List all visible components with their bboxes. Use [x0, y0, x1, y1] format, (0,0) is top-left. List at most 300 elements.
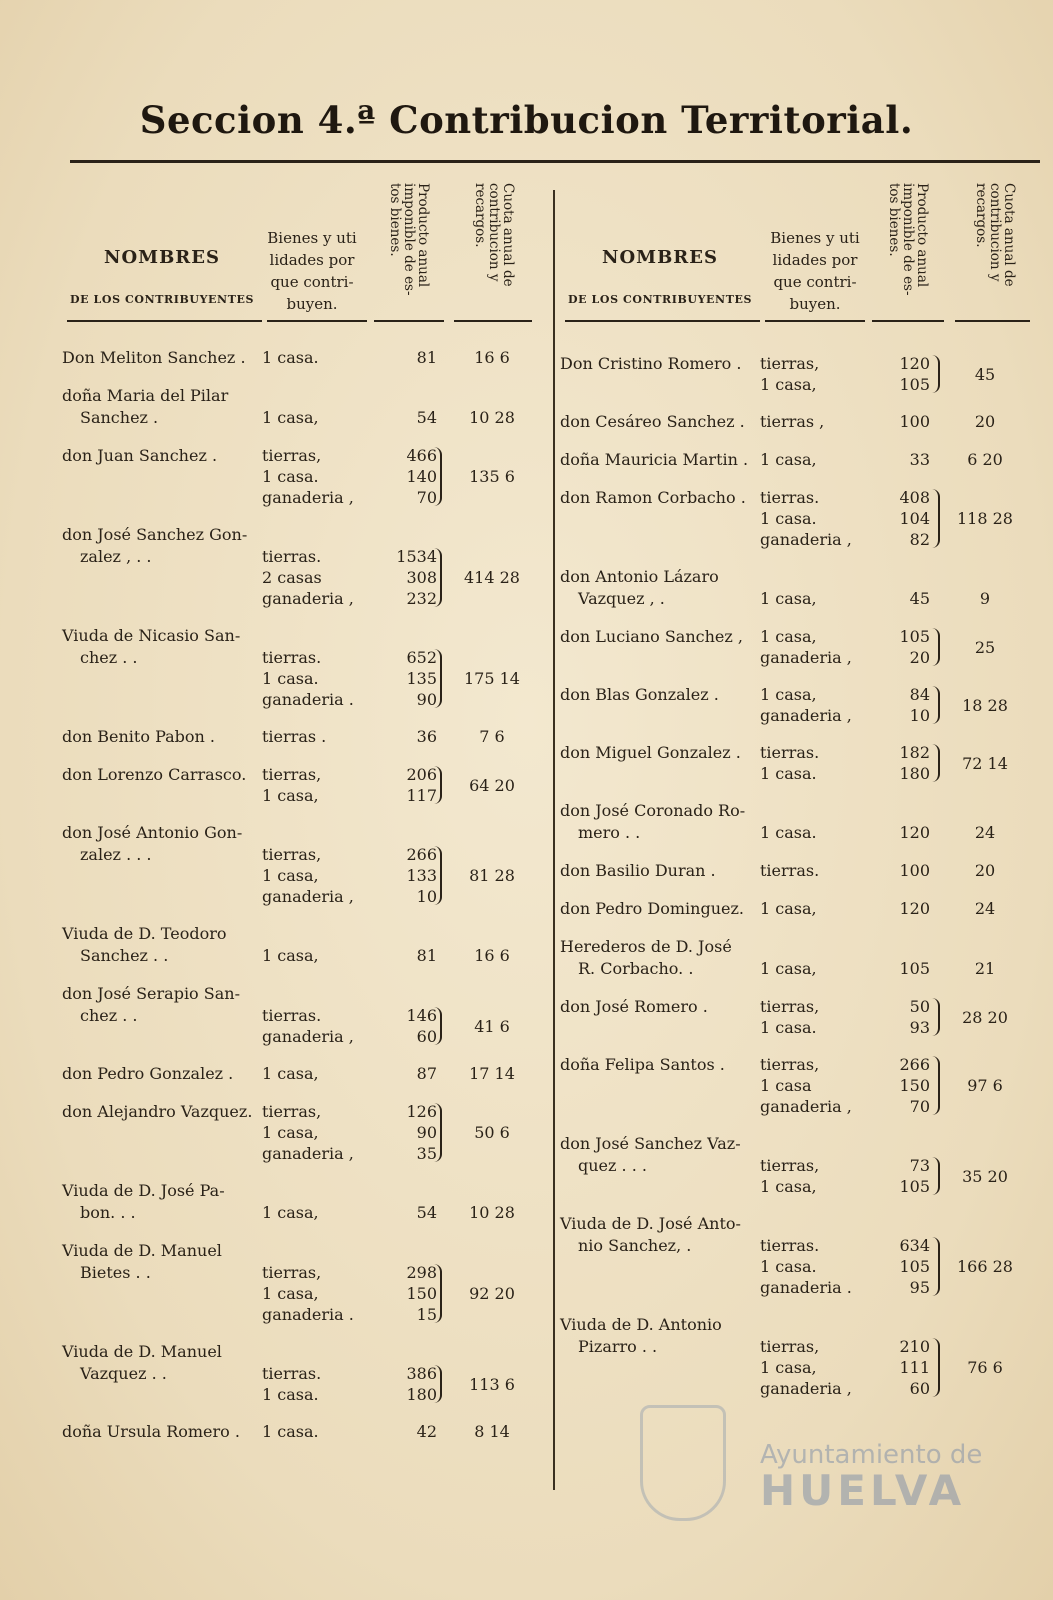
contributor-name — [560, 996, 760, 1018]
product-values — [377, 1363, 437, 1405]
property-item: ganaderia . — [262, 690, 354, 709]
property-list — [760, 684, 870, 726]
contributor-name — [560, 742, 760, 764]
table-row — [560, 353, 1040, 395]
contributor-name-line: doña Felipa Santos . — [560, 1055, 725, 1074]
property-list — [760, 449, 870, 470]
property-item: 1 casa, — [262, 946, 319, 965]
group-brace — [932, 628, 940, 666]
property-item: 1 casa. — [262, 1422, 319, 1441]
property-item: 1 casa, — [262, 1123, 319, 1142]
product-value: 81 — [416, 348, 437, 367]
header-underline — [67, 320, 262, 322]
contributor-name — [62, 1101, 262, 1123]
group-brace — [932, 1237, 940, 1296]
annual-quota: 6 20 — [967, 450, 1003, 469]
contributor-name-line: Bietes . . — [80, 1263, 151, 1282]
annual-quota: 16 6 — [474, 946, 510, 965]
product-value: 634 — [899, 1236, 930, 1255]
header-bienes: Bienes y uti lidades por que contri- buyen. — [267, 229, 357, 313]
property-list — [262, 726, 372, 747]
title-rule — [70, 160, 1040, 163]
contributor-name — [560, 353, 760, 375]
product-value: 117 — [406, 786, 437, 805]
contributor-name-line: don Pedro Dominguez. — [560, 899, 744, 918]
property-item: tierras, — [262, 1102, 322, 1121]
table-row — [560, 898, 1040, 920]
product-value: 105 — [899, 959, 930, 978]
property-list — [760, 742, 870, 784]
product-values — [870, 822, 930, 843]
property-item: ganaderia . — [262, 1305, 354, 1324]
watermark-line2: HUELVA — [760, 1466, 966, 1515]
contributor-name-line: Viuda de D. Antonio — [560, 1315, 722, 1334]
contributor-name-line: don Miguel Gonzalez . — [560, 743, 741, 762]
annual-quota: 175 14 — [464, 669, 520, 688]
product-values — [377, 1262, 437, 1325]
group-brace — [434, 1264, 442, 1323]
product-value: 150 — [899, 1076, 930, 1095]
contributor-name-line: mero . . — [578, 823, 641, 842]
product-values — [377, 1101, 437, 1164]
annual-quota: 41 6 — [474, 1016, 510, 1036]
contributor-name — [62, 726, 262, 748]
product-value: 54 — [416, 408, 437, 427]
annual-quota: 50 6 — [474, 1123, 510, 1142]
property-item: ganaderia , — [760, 1379, 852, 1398]
product-value: 120 — [899, 823, 930, 842]
annual-quota: 35 20 — [962, 1166, 1008, 1186]
annual-quota: 118 28 — [957, 509, 1013, 528]
table-row — [560, 860, 1040, 882]
group-brace — [932, 744, 940, 782]
table-header — [560, 175, 1040, 335]
header-underline — [374, 320, 444, 322]
product-value: 210 — [899, 1337, 930, 1356]
group-brace — [434, 1103, 442, 1162]
property-item: tierras, — [760, 354, 820, 373]
property-list — [262, 546, 372, 609]
contributor-name — [62, 983, 262, 1027]
property-list — [760, 958, 870, 979]
property-item: 1 casa, — [760, 450, 817, 469]
product-value: 87 — [416, 1064, 437, 1083]
contributor-name — [560, 566, 760, 610]
annual-quota: 20 — [974, 412, 996, 431]
header-producto: Producto anual imponible de es- tos bienes. — [387, 183, 431, 296]
table-row — [560, 936, 1040, 980]
contributor-name-line: chez . . — [80, 1006, 138, 1025]
table-row — [62, 726, 540, 748]
product-value: 180 — [899, 764, 930, 783]
property-item: 1 casa, — [760, 1358, 817, 1377]
product-value: 266 — [899, 1055, 930, 1074]
contributor-name-line: doña Maria del Pilar — [62, 386, 229, 405]
contributor-name-line: doña Ursula Romero . — [62, 1422, 240, 1441]
annual-quota: 81 28 — [469, 866, 515, 885]
table-row — [560, 1054, 1040, 1117]
product-values — [870, 449, 930, 470]
table-row — [560, 487, 1040, 550]
contributor-name-line: Herederos de D. José — [560, 937, 732, 956]
product-value: 120 — [899, 899, 930, 918]
product-values — [870, 684, 930, 726]
contributor-name-line: Viuda de D. Teodoro — [62, 924, 227, 943]
property-list — [262, 1421, 372, 1442]
property-list — [262, 764, 372, 806]
group-brace — [434, 447, 442, 506]
product-values — [870, 742, 930, 784]
contributor-name-line: don Benito Pabon . — [62, 727, 215, 746]
annual-quota: 21 — [974, 959, 996, 978]
contributor-name — [560, 487, 760, 509]
product-values — [377, 945, 437, 966]
annual-quota: 92 20 — [469, 1284, 515, 1303]
product-value: 70 — [416, 488, 437, 507]
column-divider — [553, 190, 555, 1490]
product-values — [870, 860, 930, 881]
property-list — [262, 1202, 372, 1223]
contributor-name — [560, 684, 760, 706]
property-item: tierras. — [262, 1006, 322, 1025]
product-values — [870, 626, 930, 668]
annual-quota: 16 6 — [474, 348, 510, 367]
product-values — [377, 546, 437, 609]
property-item: 1 casa. — [262, 348, 319, 367]
property-list — [262, 1063, 372, 1084]
contributor-name-line: doña Mauricia Martin . — [560, 450, 749, 469]
annual-quota: 20 — [974, 861, 996, 880]
property-item: 1 casa, — [262, 1284, 319, 1303]
product-values — [377, 1421, 437, 1442]
group-brace — [434, 1365, 442, 1403]
property-item: 1 casa, — [760, 589, 817, 608]
product-value: 146 — [406, 1006, 437, 1025]
annual-quota: 24 — [974, 899, 996, 918]
header-underline — [565, 320, 760, 322]
table-row — [62, 625, 540, 710]
table-row — [560, 996, 1040, 1038]
property-item: 1 casa. — [262, 669, 319, 688]
contributor-name-line: don Juan Sanchez . — [62, 446, 218, 465]
property-list — [262, 1005, 372, 1047]
annual-quota: 166 28 — [957, 1257, 1013, 1276]
annual-quota: 8 14 — [474, 1422, 510, 1441]
product-values — [870, 588, 930, 609]
contributor-name — [62, 524, 262, 568]
product-values — [870, 1155, 930, 1197]
property-list — [262, 844, 372, 907]
contributor-name-line: Sanchez . . — [80, 946, 169, 965]
contributor-name-line: don Basilio Duran . — [560, 861, 716, 880]
product-value: 15 — [416, 1305, 437, 1324]
property-list — [262, 347, 372, 368]
property-list — [760, 487, 870, 550]
product-value: 1534 — [396, 547, 437, 566]
contributor-name — [62, 385, 262, 429]
table-row — [560, 449, 1040, 471]
watermark — [760, 1440, 982, 1515]
property-item: ganaderia , — [760, 530, 852, 549]
property-item: ganaderia , — [760, 706, 852, 725]
annual-quota: 28 20 — [962, 1007, 1008, 1027]
table-row — [62, 1101, 540, 1164]
table-row — [62, 1421, 540, 1443]
right-column — [560, 175, 1040, 1500]
property-item: tierras. — [760, 743, 820, 762]
annual-quota: 45 — [974, 364, 996, 384]
annual-quota: 10 28 — [469, 408, 515, 427]
product-value: 140 — [406, 467, 437, 486]
product-values — [377, 1005, 437, 1047]
contributor-name — [62, 1341, 262, 1385]
contributor-name — [560, 1213, 760, 1257]
product-value: 126 — [406, 1102, 437, 1121]
property-list — [760, 860, 870, 881]
contributor-name-line: don Lorenzo Carrasco. — [62, 765, 247, 784]
contributor-name-line: zalez , . . — [80, 547, 152, 566]
contributor-name-line: bon. . . — [80, 1203, 136, 1222]
property-item: 1 casa, — [262, 1064, 319, 1083]
product-value: 266 — [406, 845, 437, 864]
header-underline — [454, 320, 532, 322]
product-values — [377, 647, 437, 710]
property-item: tierras . — [262, 727, 327, 746]
contributor-name-line: don José Sanchez Vaz- — [560, 1134, 741, 1153]
header-nombres: NOMBRES — [602, 247, 718, 268]
product-value: 100 — [899, 412, 930, 431]
table-row — [560, 626, 1040, 668]
property-item: tierras, — [262, 446, 322, 465]
group-brace — [932, 1157, 940, 1195]
contributor-name-line: Viuda de D. Manuel — [62, 1342, 222, 1361]
property-item: 1 casa, — [262, 408, 319, 427]
group-brace — [932, 489, 940, 548]
product-values — [870, 898, 930, 919]
property-item: 1 casa. — [262, 1385, 319, 1404]
annual-quota: 25 — [974, 637, 996, 657]
table-row — [560, 566, 1040, 610]
property-list — [262, 1101, 372, 1164]
group-brace — [932, 998, 940, 1036]
product-values — [870, 1054, 930, 1117]
property-list — [760, 1054, 870, 1117]
contributor-name — [62, 445, 262, 467]
contributor-name-line: Vazquez . . — [80, 1364, 167, 1383]
product-value: 298 — [406, 1263, 437, 1282]
property-item: tierras. — [262, 547, 322, 566]
contributor-name — [560, 449, 760, 471]
product-value: 36 — [416, 727, 437, 746]
product-values — [377, 844, 437, 907]
product-values — [377, 764, 437, 806]
table-row — [62, 1063, 540, 1085]
product-value: 50 — [909, 997, 930, 1016]
property-item: 1 casa, — [262, 866, 319, 885]
contributor-name-line: don José Antonio Gon- — [62, 823, 243, 842]
product-value: 100 — [899, 861, 930, 880]
annual-quota: 113 6 — [469, 1374, 515, 1394]
property-item: ganaderia , — [262, 1027, 354, 1046]
contributor-name — [560, 860, 760, 882]
product-value: 111 — [899, 1358, 930, 1377]
group-brace — [932, 686, 940, 724]
product-value: 20 — [909, 648, 930, 667]
product-value: 93 — [909, 1018, 930, 1037]
property-list — [760, 1235, 870, 1298]
product-value: 84 — [909, 685, 930, 704]
product-values — [377, 407, 437, 428]
header-nombres: NOMBRES — [104, 247, 220, 268]
contributor-name-line: Vazquez , . — [578, 589, 665, 608]
table-row — [62, 822, 540, 907]
property-list — [262, 1262, 372, 1325]
contributor-name-line: Viuda de D. José Anto- — [560, 1214, 741, 1233]
annual-quota: 64 20 — [469, 775, 515, 795]
property-item: 1 casa. — [262, 467, 319, 486]
contributor-name-line: chez . . — [80, 648, 138, 667]
product-value: 45 — [909, 589, 930, 608]
annual-quota: 24 — [974, 823, 996, 842]
property-item: 1 casa. — [760, 764, 817, 783]
table-row — [62, 764, 540, 806]
annual-quota: 17 14 — [469, 1064, 515, 1083]
property-list — [760, 626, 870, 668]
product-value: 133 — [406, 866, 437, 885]
property-item: 1 casa — [760, 1076, 812, 1095]
product-value: 232 — [406, 589, 437, 608]
contributor-name-line: R. Corbacho. . — [578, 959, 694, 978]
contributor-name-line: Don Meliton Sanchez . — [62, 348, 246, 367]
product-value: 10 — [909, 706, 930, 725]
watermark-line1: Ayuntamiento de — [760, 1440, 983, 1470]
product-values — [377, 347, 437, 368]
table-row — [62, 983, 540, 1047]
product-value: 105 — [899, 627, 930, 646]
property-item: ganaderia , — [760, 1097, 852, 1116]
product-value: 652 — [406, 648, 437, 667]
contributor-name — [62, 625, 262, 669]
property-list — [262, 407, 372, 428]
annual-quota: 18 28 — [962, 695, 1008, 715]
page-title: Seccion 4.ª Contribucion Territorial. — [139, 98, 914, 142]
table-row — [560, 742, 1040, 784]
table-row — [560, 684, 1040, 726]
property-item: ganaderia , — [262, 589, 354, 608]
property-item: 1 casa. — [760, 823, 817, 842]
product-value: 42 — [416, 1422, 437, 1441]
header-contribuyentes: DE LOS CONTRIBUYENTES — [70, 293, 255, 306]
property-item: 1 casa, — [760, 627, 817, 646]
contributor-name-line: don Alejandro Vazquez. — [62, 1102, 253, 1121]
property-item: tierras. — [760, 1236, 820, 1255]
header-cuota: Cuota anual de contribucion y recargos. — [472, 183, 516, 287]
product-value: 386 — [406, 1364, 437, 1383]
contributor-name — [560, 936, 760, 980]
header-cuota: Cuota anual de contribucion y recargos. — [973, 183, 1017, 287]
table-row — [62, 385, 540, 429]
product-values — [870, 1235, 930, 1298]
product-value: 81 — [416, 946, 437, 965]
property-list — [262, 647, 372, 710]
property-item: tierras. — [262, 1364, 322, 1383]
property-item: 1 casa. — [760, 1018, 817, 1037]
property-item: ganaderia , — [262, 887, 354, 906]
table-row — [62, 1341, 540, 1405]
header-underline — [872, 320, 944, 322]
property-list — [262, 445, 372, 508]
contributor-name-line: don Pedro Gonzalez . — [62, 1064, 234, 1083]
property-list — [760, 1155, 870, 1197]
property-item: tierras, — [262, 1263, 322, 1282]
product-value: 82 — [909, 530, 930, 549]
product-value: 35 — [416, 1144, 437, 1163]
table-row — [62, 524, 540, 609]
contributor-name — [62, 822, 262, 866]
annual-quota: 97 6 — [967, 1076, 1003, 1095]
property-list — [760, 996, 870, 1038]
property-item: 1 casa, — [760, 1177, 817, 1196]
contributor-name-line: Don Cristino Romero . — [560, 354, 742, 373]
product-value: 135 — [406, 669, 437, 688]
header-bienes: Bienes y uti lidades por que contri- buyen. — [770, 229, 860, 313]
contributor-name — [62, 1240, 262, 1284]
contributor-name-line: zalez . . . — [80, 845, 152, 864]
contributor-name — [62, 923, 262, 967]
table-row — [560, 411, 1040, 433]
property-list — [760, 588, 870, 609]
product-value: 408 — [899, 488, 930, 507]
product-value: 73 — [909, 1156, 930, 1175]
product-values — [870, 958, 930, 979]
contributor-name — [560, 1133, 760, 1177]
property-item: 1 casa, — [760, 375, 817, 394]
property-item: ganaderia , — [262, 1144, 354, 1163]
product-values — [870, 996, 930, 1038]
group-brace — [434, 846, 442, 905]
contributor-name-line: quez . . . — [578, 1156, 647, 1175]
product-values — [377, 1202, 437, 1223]
contributor-name-line: don Ramon Corbacho . — [560, 488, 746, 507]
property-item: tierras, — [760, 1337, 820, 1356]
property-item: tierras. — [760, 861, 820, 880]
table-row — [62, 1180, 540, 1224]
property-item: 1 casa, — [760, 899, 817, 918]
annual-quota: 72 14 — [962, 753, 1008, 773]
product-value: 90 — [416, 690, 437, 709]
contributor-name-line: Sanchez . — [80, 408, 159, 427]
header-underline — [765, 320, 865, 322]
property-list — [760, 898, 870, 919]
table-row — [62, 1240, 540, 1325]
property-item: ganaderia , — [760, 648, 852, 667]
annual-quota: 9 — [979, 589, 991, 608]
property-item: tierras, — [262, 845, 322, 864]
group-brace — [434, 766, 442, 804]
contributor-name-line: Viuda de D. José Pa- — [62, 1181, 225, 1200]
group-brace — [434, 1007, 442, 1045]
group-brace — [434, 649, 442, 708]
contributor-name-line: don Luciano Sanchez , — [560, 627, 743, 646]
product-values — [377, 1063, 437, 1084]
product-value: 33 — [909, 450, 930, 469]
property-item: 1 casa, — [760, 685, 817, 704]
annual-quota: 76 6 — [967, 1358, 1003, 1377]
product-value: 120 — [899, 354, 930, 373]
annual-quota: 7 6 — [479, 727, 505, 746]
contributor-name-line: don José Romero . — [560, 997, 708, 1016]
property-item: 1 casa, — [760, 959, 817, 978]
